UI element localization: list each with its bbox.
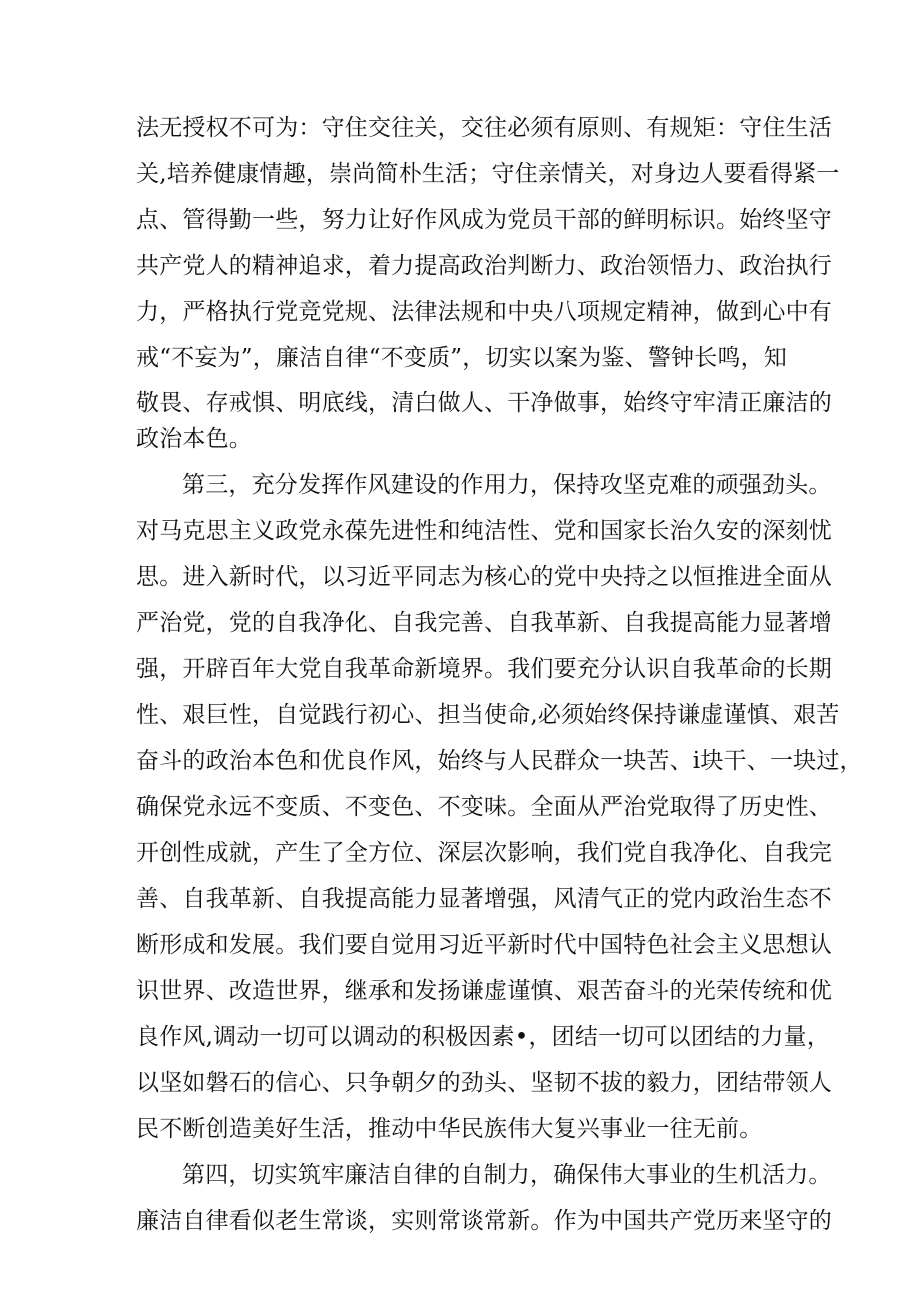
text-line: 关,培养健康情趣，崇尚简朴生活；守住亲情关，对身边人要看得紧一	[136, 161, 840, 187]
text-line: 严治党，党的自我净化、自我完善、自我革新、自我提高能力显著增	[136, 610, 832, 636]
text-line: 共产党人的精神追求，着力提高政治判断力、政治领悟力、政治执行	[136, 253, 832, 279]
text-line: 识世界、改造世界，继承和发扬谦虚谨慎、艰苦奋斗的光荣传统和优	[136, 978, 832, 1004]
text-line: 性、艰巨性，自觉践行初心、担当使命,必须始终保持谦虚谨慎、艰苦	[136, 702, 840, 728]
text-line: 廉洁自律看似老生常谈，实则常谈常新。作为中国共产党历来坚守的	[136, 1208, 832, 1234]
text-line: 思。进入新时代，以习近平同志为核心的党中央持之以恒推进全面从	[136, 564, 832, 590]
text-line: 法无授权不可为：守住交往关，交往必须有原则、有规矩：守住生活	[136, 115, 832, 141]
text-line: 力，严格执行党竞党规、法律法规和中央八项规定精神，做到心中有	[136, 299, 832, 325]
text-line: 断形成和发展。我们要自觉用习近平新时代中国特色社会主义思想认	[136, 932, 832, 958]
text-line: 开创性成就，产生了全方位、深层次影响，我们党自我净化、自我完	[136, 840, 832, 866]
text-line: 点、管得勤一些，努力让好作风成为党员干部的鲜明标识。始终坚守	[136, 207, 832, 233]
text-line: 奋斗的政治本色和优良作风，始终与人民群众一块苦、i块干、一块过，	[136, 748, 863, 774]
paragraph-heading: 第四，切实筑牢廉洁自律的自制力，确保伟大事业的生机活力。	[182, 1162, 832, 1188]
text-line: 以坚如磐石的信心、只争朝夕的劲头、坚韧不拔的毅力，团结带领人	[136, 1070, 832, 1096]
text-line: 良作风,调动一切可以调动的积极因素•，团结一切可以团结的力量，	[136, 1024, 831, 1050]
text-line: 善、自我革新、自我提高能力显著增强，风清气正的党内政治生态不	[136, 886, 832, 912]
text-line: 对马克思主义政党永葆先进性和纯洁性、党和国家长治久安的深刻忧	[136, 518, 832, 544]
text-line: 戒“不妄为”，廉洁自律“不变质”，切实以案为鉴、警钟长鸣，知	[136, 345, 788, 371]
text-line: 民不断创造美好生活，推动中华民族伟大复兴事业一往无前。	[136, 1116, 763, 1142]
text-line: 敬畏、存戒惧、明底线，清白做人、干净做事，始终守牢清正廉洁的	[136, 390, 832, 416]
text-line: 强，开辟百年大党自我革命新境界。我们要充分认识自我革命的长期	[136, 656, 832, 682]
text-line: 政治本色。	[136, 426, 252, 452]
paragraph-heading: 第三，充分发挥作风建设的作用力，保持攻坚克难的顽强劲头。	[182, 472, 832, 498]
text-line: 确保党永远不变质、不变色、不变味。全面从严治党取得了历史性、	[136, 794, 832, 820]
